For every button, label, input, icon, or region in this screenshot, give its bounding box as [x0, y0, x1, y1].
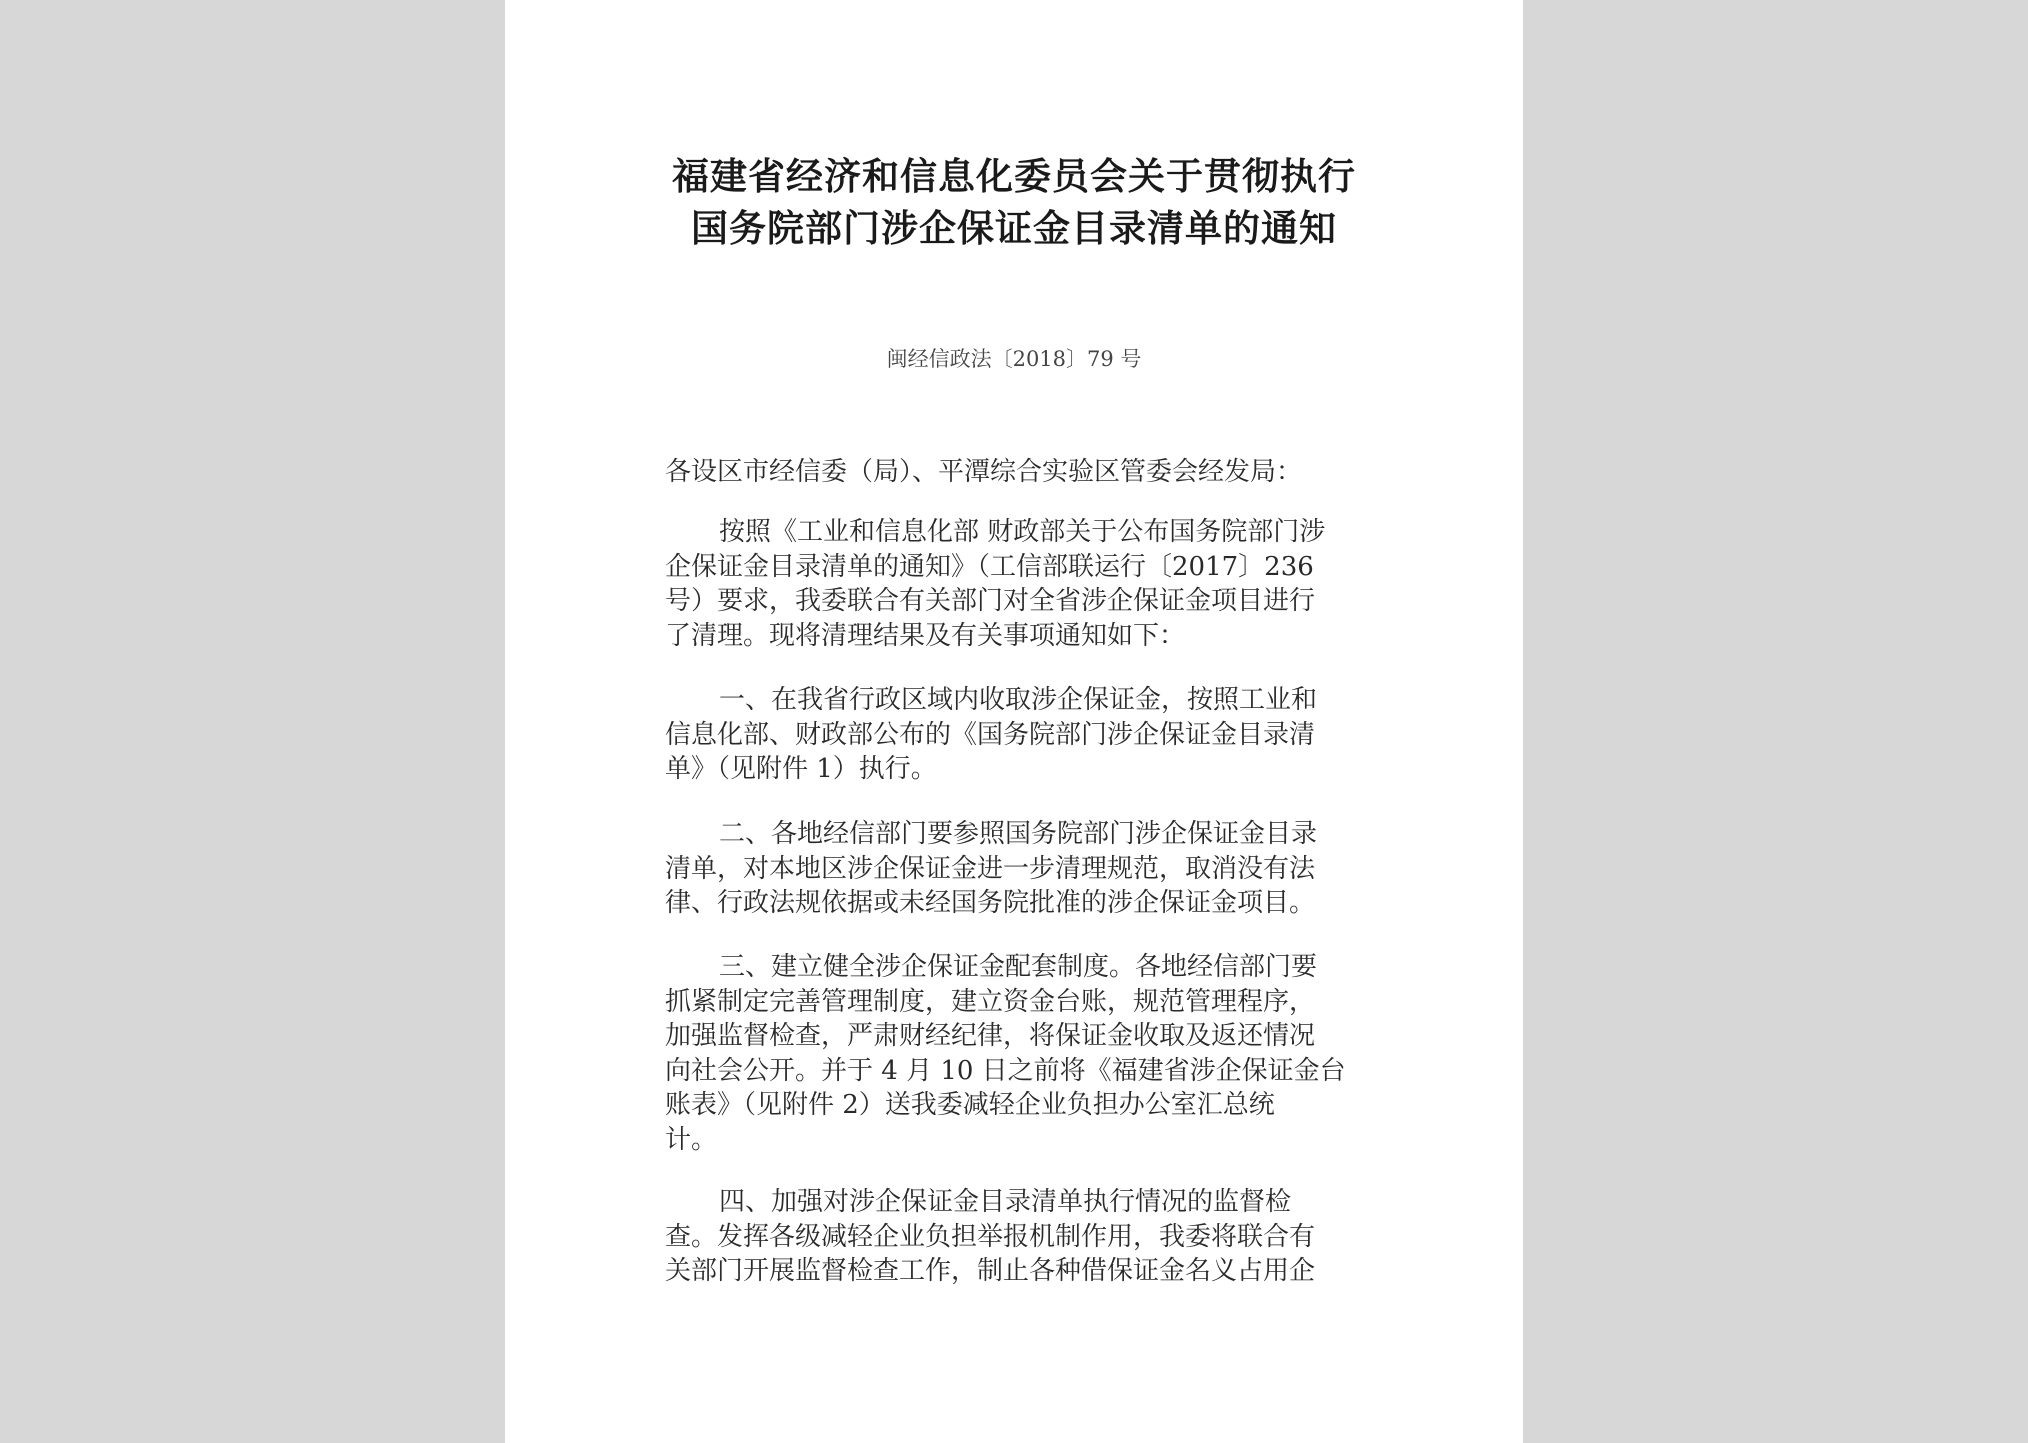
title-line-1: 福建省经济和信息化委员会关于贯彻执行 — [672, 154, 1356, 198]
paragraph-line: 四、加强对涉企保证金目录清单执行情况的监督检 — [719, 1187, 1292, 1217]
paragraph-line: 单》（见附件 1）执行。 — [665, 754, 937, 784]
title-line-2: 国务院部门涉企保证金目录清单的通知 — [691, 206, 1337, 250]
paragraph-line: 二、各地经信部门要参照国务院部门涉企保证金目录 — [719, 819, 1318, 849]
paragraph-line: 向社会公开。并于 4 月 10 日之前将《福建省涉企保证金台 — [665, 1055, 1346, 1086]
addressee — [665, 455, 1385, 490]
paragraph-item-4 — [665, 1185, 1385, 1289]
paragraph-line: 计。 — [665, 1124, 718, 1155]
document-title — [505, 150, 1523, 254]
paragraph-line: 抓紧制定完善管理制度，建立资金台账，规范管理程序， — [665, 986, 1316, 1017]
paragraph-line: 关部门开展监督检查工作，制止各种借保证金名义占用企 — [665, 1256, 1316, 1286]
document-number: 闽经信政法〔2018〕79 号 — [886, 347, 1142, 371]
paragraph-line: 律、行政法规依据或未经国务院批准的涉企保证金项目。 — [665, 888, 1316, 918]
paragraph-line: 账表》（见附件 2）送我委减轻企业负担办公室汇总统 — [665, 1090, 1275, 1120]
paragraph-line: 信息化部、财政部公布的《国务院部门涉企保证金目录清 — [665, 719, 1316, 750]
paragraph-line: 号）要求，我委联合有关部门对全省涉企保证金项目进行 — [665, 586, 1316, 616]
paragraph-line: 了清理。现将清理结果及有关事项通知如下： — [665, 620, 1186, 651]
paragraph-line: 加强监督检查，严肃财经纪律，将保证金收取及返还情况 — [665, 1021, 1316, 1051]
paragraph-item-1 — [665, 683, 1385, 787]
paragraph-line: 查。发挥各级减轻企业负担举报机制作用，我委将联合有 — [665, 1221, 1316, 1252]
paragraph-item-2 — [665, 817, 1385, 921]
paragraph-line: 按照《工业和信息化部 财政部关于公布国务院部门涉 — [719, 517, 1326, 547]
paragraph-line: 企保证金目录清单的通知》（工信部联运行〔2017〕236 — [665, 551, 1314, 582]
paragraph-item-3 — [665, 950, 1385, 1157]
paragraph-intro — [665, 515, 1385, 653]
addressee-line: 各设区市经信委（局）、平潭综合实验区管委会经发局： — [665, 457, 1303, 487]
paragraph-line: 三、建立健全涉企保证金配套制度。各地经信部门要 — [719, 952, 1318, 982]
paragraph-line: 一、在我省行政区域内收取涉企保证金，按照工业和 — [719, 685, 1318, 715]
paragraph-line: 清单，对本地区涉企保证金进一步清理规范，取消没有法 — [665, 853, 1316, 884]
document-page — [505, 0, 1523, 1443]
